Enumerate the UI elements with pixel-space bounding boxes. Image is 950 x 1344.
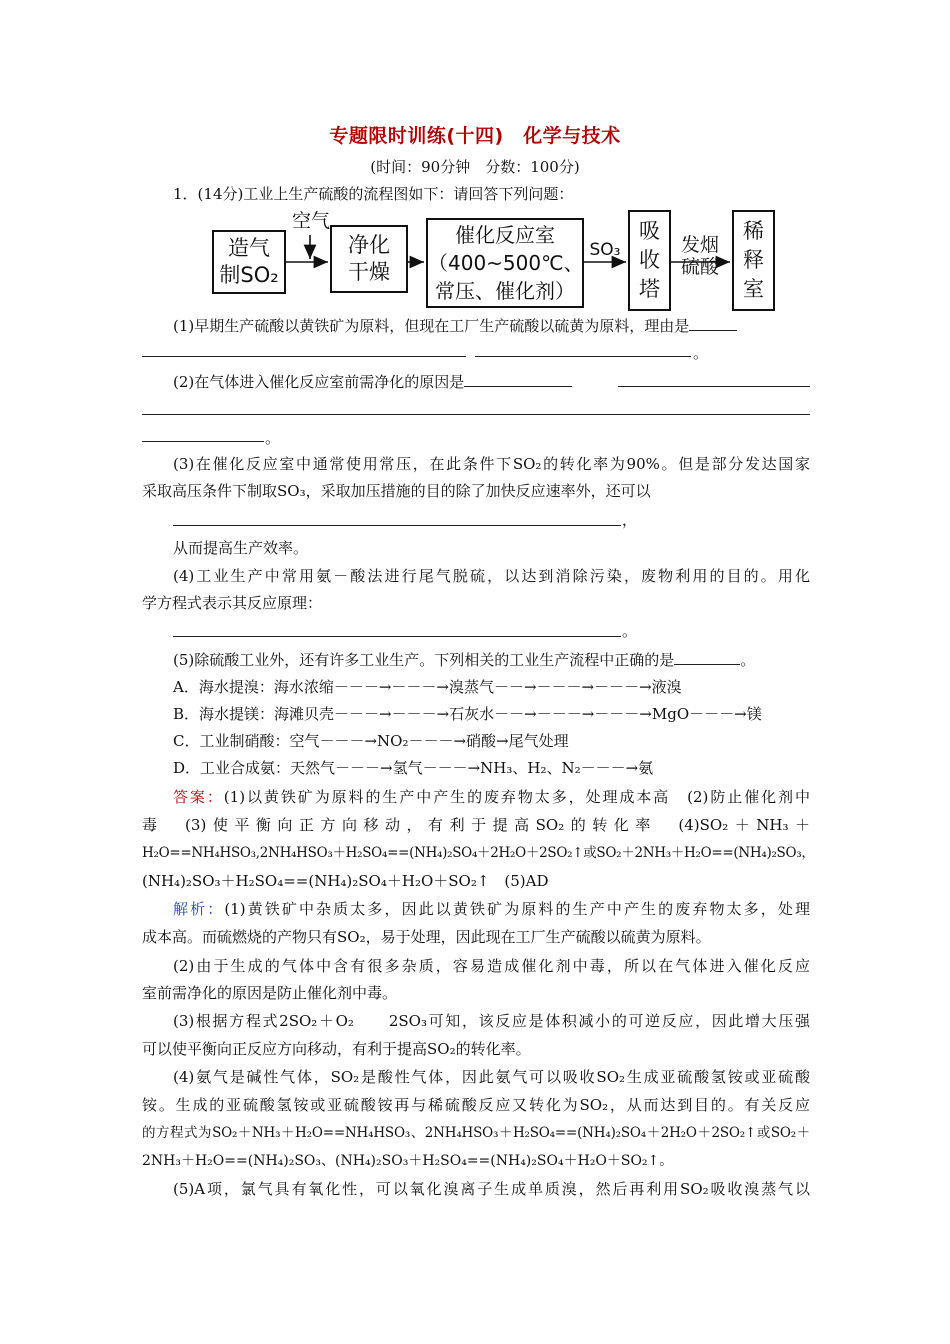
flow-box-absorption-tower: 吸 收 塔: [628, 210, 671, 311]
answer-line: [142, 356, 466, 357]
answer-line: [173, 636, 621, 637]
analysis-line-8: 铵。生成的亚硫酸氢铵或亚硫酸铵再与稀硫酸反应又转化为SO₂，从而达到目的。有关反应: [142, 1096, 810, 1114]
page-title: 专题限时训练(十四) 化学与技术: [329, 125, 621, 147]
option-a: A．海水提溴：海水浓缩－－－→－－－→溴蒸气－－→－－－→－－－→液溴: [173, 678, 682, 696]
analysis-line-7: (4)氨气是碱性气体，SO₂是酸性气体，因此氨气可以吸收SO₂生成亚硫酸氢铵或亚硫酸: [173, 1068, 810, 1086]
flow-box-purify-dry: 净化 干燥: [330, 225, 408, 293]
answer-line-2: 毒 (3)使平衡向正方向移动，有利于提高SO₂的转化率 (4)SO₂＋NH₃＋: [142, 816, 810, 834]
answer-line-3: H₂O==NH₄HSO₃,2NH₄HSO₃＋H₂SO₄==(NH₄)₂SO₄＋2H₂O＋2SO₂↑或SO₂＋2NH₃＋H₂O==(NH₄)₂SO₃，: [142, 845, 815, 861]
option-d: D．工业合成氨：天然气－－－→氢气－－－→NH₃、H₂、N₂－－－→氨: [173, 759, 654, 777]
question-1-part-4-line-1: (4)工业生产中常用氨－酸法进行尾气脱硫，以达到消除污染，废物利用的目的。用化: [173, 567, 810, 585]
flow-box-dilution-room: 稀 释 室: [732, 210, 775, 311]
analysis-line-9: 的方程式为SO₂＋NH₃＋H₂O==NH₄HSO₃、2NH₄HSO₃＋H₂SO₄==(NH₄)₂SO₄＋2H₂O＋2SO₂↑或SO₂＋: [142, 1125, 810, 1141]
answer-line: [142, 441, 264, 442]
analysis-line-4: 室前需净化的原因是防止催化剂中毒。: [142, 984, 398, 1002]
question-1-part-4-line-2: 学方程式表示其反应原理：: [142, 594, 323, 612]
comma-mark: ，: [622, 511, 638, 529]
option-c: C．工业制硝酸：空气－－－→NO₂－－－→硝酸→尾气处理: [173, 732, 569, 750]
answer-blank: [674, 650, 740, 665]
analysis-line-6: 可以使平衡向正反应方向移动，有利于提高SO₂的转化率。: [142, 1040, 531, 1058]
answer-line: [142, 414, 810, 415]
flow-box-gas-making: 造气 制SO₂: [212, 230, 286, 294]
question-1-stem: 1．(14分)工业上生产硫酸的流程图如下：请回答下列问题：: [173, 185, 574, 203]
answer-line-4: (NH₄)₂SO₃＋H₂SO₄==(NH₄)₂SO₄＋H₂O＋SO₂↑ (5)AD: [142, 872, 549, 890]
question-1-part-5: (5)除硫酸工业外，还有许多工业生产。下列相关的工业生产流程中正确的是 。: [173, 651, 756, 669]
flow-label-oleum: 发烟 硫酸: [680, 234, 719, 278]
analysis-line-2: 成本高。而硫燃烧的产物只有SO₂，易于处理，因此现在工厂生产硫酸以硫黄为原料。: [142, 928, 711, 946]
answer-blank: [689, 316, 737, 331]
answer-line: [475, 356, 691, 357]
analysis-line-1: 解析：(1)黄铁矿中杂质太多，因此以黄铁矿为原料的生产中产生的废弃物太多，处理: [173, 900, 810, 918]
flow-diagram: [200, 205, 800, 315]
answer-line: [618, 386, 810, 387]
option-b: B．海水提镁：海滩贝壳－－－→－－－→石灰水－－→－－－→－－－→MgO－－－→镁: [173, 705, 762, 723]
question-1-part-3-line-2: 采取高压条件下制取SO₃，采取加压措施的目的除了加快反应速率外，还可以: [142, 482, 651, 500]
question-1-part-1: (1)早期生产硫酸以黄铁矿为原料，但现在工厂生产硫酸以硫黄为原料，理由是: [173, 316, 810, 336]
question-1-part-2: (2)在气体进入催化反应室前需净化的原因是: [173, 372, 810, 392]
analysis-line-11: (5)A项，氯气具有氧化性，可以氧化溴离子生成单质溴，然后再利用SO₂吸收溴蒸气以: [173, 1180, 810, 1198]
flow-label-air: 空气: [291, 210, 330, 232]
flow-box-catalytic-chamber: 催化反应室 （400~500℃、 常压、催化剂）: [426, 218, 584, 308]
period-mark: 。: [693, 344, 709, 362]
answer-line-1: 答案：(1)以黄铁矿为原料的生产中产生的废弃物太多，处理成本高 (2)防止催化剂中: [173, 788, 810, 806]
page-subtitle: (时间：90分钟 分数：100分): [370, 158, 580, 176]
flow-label-so3: SO₃: [589, 240, 621, 260]
analysis-line-3: (2)由于生成的气体中含有很多杂质，容易造成催化剂中毒，所以在气体进入催化反应: [173, 957, 810, 975]
analysis-line-5: (3)根据方程式2SO₂＋O₂ 2SO₃可知，该反应是体积减小的可逆反应，因此增大压强: [173, 1012, 810, 1030]
answer-blank: [464, 372, 572, 387]
analysis-label: 解析：: [173, 900, 225, 918]
question-1-part-3-line-1: (3)在催化反应室中通常使用常压，在此条件下SO₂的转化率为90%。但是部分发达国家: [173, 455, 810, 473]
period-mark: 。: [622, 622, 638, 640]
answer-line: [173, 525, 621, 526]
analysis-line-10: 2NH₃＋H₂O==(NH₄)₂SO₃、(NH₄)₂SO₃＋H₂SO₄==(NH₄)₂SO₄＋H₂O＋SO₂↑。: [142, 1153, 674, 1169]
question-1-part-3-line-3: 从而提高生产效率。: [173, 539, 309, 557]
period-mark: 。: [265, 429, 281, 447]
answer-label: 答案：: [173, 788, 224, 806]
